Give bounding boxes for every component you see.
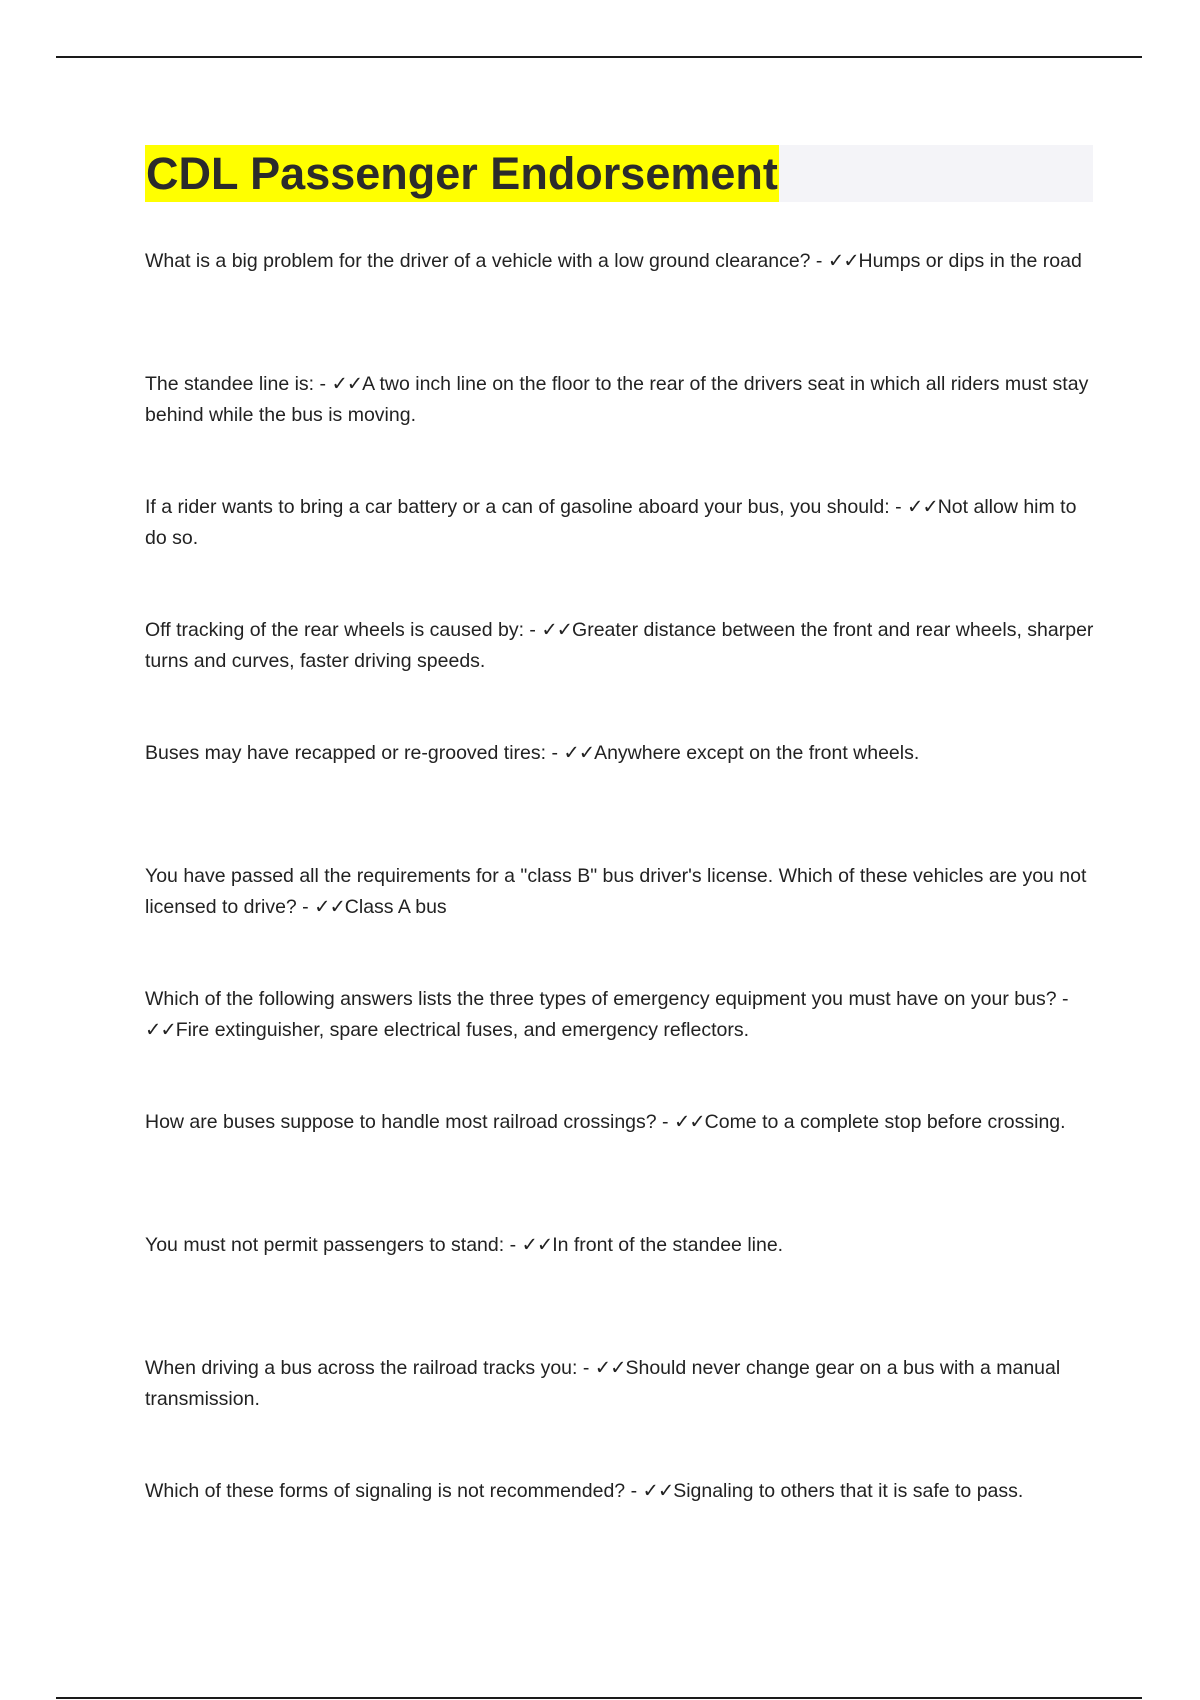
check-icon: ✓✓ [331, 373, 363, 395]
check-icon: ✓✓ [145, 1019, 176, 1041]
qa-item [145, 861, 1095, 984]
separator: - [546, 742, 564, 764]
separator: - [524, 619, 542, 641]
answer-text: Fire extinguisher, spare electrical fuses, and emergency reflectors. [175, 1019, 750, 1041]
check-icon: ✓✓ [907, 496, 938, 518]
check-icon: ✓✓ [827, 250, 859, 272]
qa-item [145, 1230, 1095, 1353]
answer-text: A two inch line on the floor to the rear of the drivers seat in which all riders must stay behind while the bus is moving. [145, 373, 1089, 426]
answer-text: Signaling to others that it is safe to pass. [673, 1480, 1024, 1502]
answer-text: Anywhere except on the front wheels. [594, 742, 920, 764]
separator: - [504, 1234, 522, 1256]
separator: - [625, 1480, 643, 1502]
check-icon: ✓✓ [594, 1357, 626, 1379]
top-rule [56, 56, 1142, 58]
question-text: What is a big problem for the driver of a vehicle with a low ground clearance? [145, 250, 811, 272]
separator: - [314, 373, 332, 395]
question-text: Off tracking of the rear wheels is caused by: [145, 619, 524, 641]
check-icon: ✓✓ [314, 896, 345, 918]
bottom-rule [56, 1697, 1142, 1699]
check-icon: ✓✓ [521, 1234, 553, 1256]
answer-text: Should never change gear on a bus with a manual transmission. [145, 1357, 1061, 1410]
separator: - [296, 896, 315, 918]
qa-item [145, 738, 1095, 861]
qa-item [145, 369, 1095, 492]
qa-list [145, 246, 1095, 1599]
separator: - [810, 250, 828, 272]
separator: - [577, 1357, 595, 1379]
separator: - [1056, 988, 1069, 1010]
check-icon: ✓✓ [563, 742, 595, 764]
qa-item [145, 615, 1095, 738]
question-text: The standee line is: [145, 373, 315, 395]
check-icon: ✓✓ [673, 1111, 705, 1133]
answer-text: Come to a complete stop before crossing. [704, 1111, 1066, 1133]
document-title: CDL Passenger Endorsement [145, 145, 779, 202]
qa-item [145, 1107, 1095, 1230]
answer-text: Class A bus [344, 896, 447, 918]
question-text: Which of these forms of signaling is not recommended? [145, 1480, 626, 1502]
qa-item [145, 984, 1095, 1107]
question-text: You must not permit passengers to stand: [145, 1234, 505, 1256]
qa-item [145, 1353, 1095, 1476]
answer-text: Not allow him to do so. [145, 496, 1077, 549]
question-text: Which of the following answers lists the three types of emergency equipment you must have on your bus? [145, 988, 1057, 1010]
check-icon: ✓✓ [642, 1480, 674, 1502]
question-text: When driving a bus across the railroad tracks you: [145, 1357, 578, 1379]
question-text: How are buses suppose to handle most railroad crossings? [145, 1111, 657, 1133]
separator: - [889, 496, 908, 518]
answer-text: In front of the standee line. [552, 1234, 784, 1256]
check-icon: ✓✓ [541, 619, 573, 641]
question-text: Buses may have recapped or re-grooved tires: [145, 742, 547, 764]
answer-text: Humps or dips in the road [858, 250, 1082, 272]
qa-item [145, 1476, 1095, 1599]
question-text: If a rider wants to bring a car battery or a can of gasoline aboard your bus, you should: [145, 496, 890, 518]
qa-item [145, 246, 1095, 369]
qa-item [145, 492, 1095, 615]
question-text: You have passed all the requirements for a "class B" bus driver's license. Which of these vehicles are you not licensed to drive? [145, 865, 1087, 918]
answer-text: Greater distance between the front and rear wheels, sharper turns and curves, faster driving speeds. [145, 619, 1094, 672]
separator: - [656, 1111, 674, 1133]
